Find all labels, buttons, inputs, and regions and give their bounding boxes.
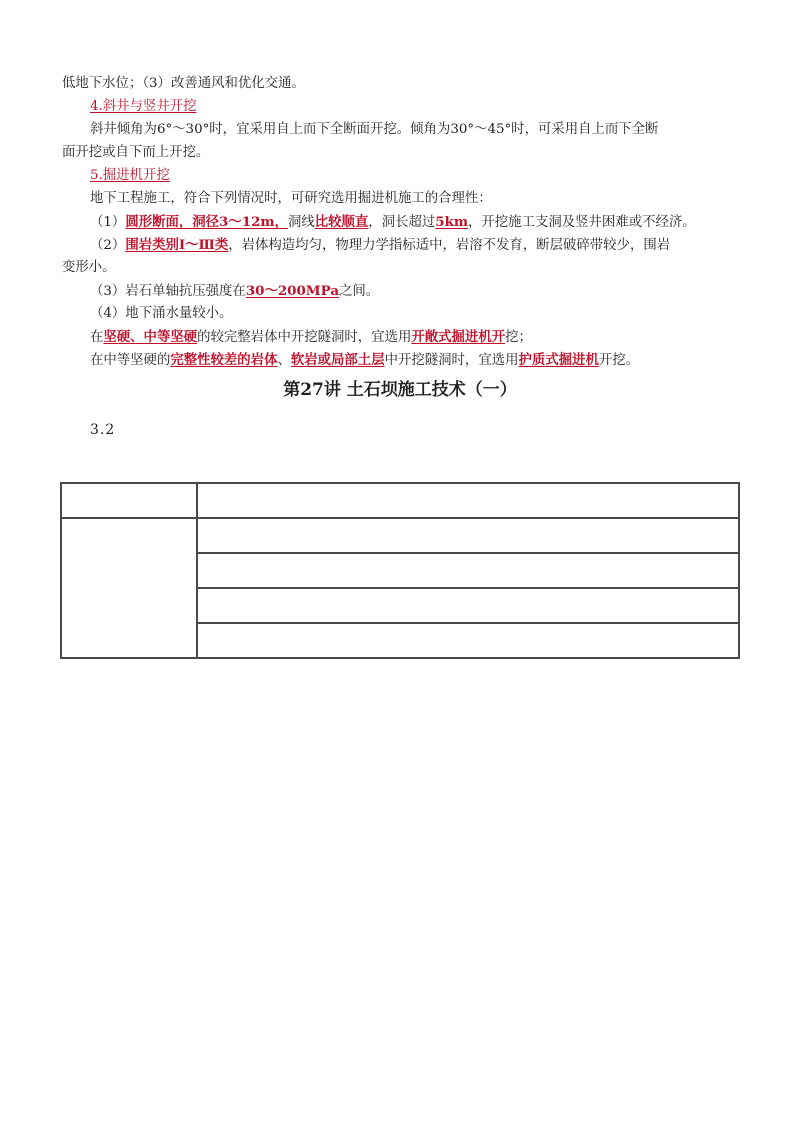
table-row — [61, 518, 739, 553]
text-line-1: 低地下水位；（3）改善通风和优化交通。 — [62, 76, 305, 91]
table-cell — [197, 553, 739, 588]
subheading-inclined-shaft: 4.斜井与竖井开挖 — [90, 99, 197, 114]
table-cell — [197, 588, 739, 623]
text-line-13: 在中等坚硬的完整性较差的岩体、软岩或局部土层中开挖隧洞时，宜选用护质式掘进机开挖。 — [90, 352, 640, 368]
section-number: 3.2 — [90, 422, 116, 438]
subheading-tbm: 5.掘进机开挖 — [90, 168, 170, 183]
text-line-11: （4）地下涌水量较小。 — [90, 306, 233, 321]
table-cell — [197, 518, 739, 553]
table-row — [61, 483, 739, 518]
text-line-7: （1）圆形断面，洞径3～12m，洞线比较顺直，洞长超过5km，开挖施工支洞及竖井困难或不经济。 — [90, 214, 696, 230]
text-line-3: 斜井倾角为6°～30°时，宜采用自上而下全断面开挖。倾角为30°～45°时，可采用自上而下全断 — [90, 122, 659, 137]
text-line-12: 在坚硬、中等坚硬的较完整岩体中开挖隧洞时，宜选用开敞式掘进机开挖； — [90, 329, 532, 345]
table-cell — [197, 483, 739, 518]
text-line-6: 地下工程施工，符合下列情况时，可研究选用掘进机施工的合理性： — [90, 191, 492, 206]
table-cell — [61, 518, 197, 658]
text-line-8: （2）围岩类别Ⅰ～Ⅲ类，岩体构造均匀，物理力学指标适中，岩溶不发育，断层破碎带较少，围岩 — [90, 237, 671, 253]
text-line-10: （3）岩石单轴抗压强度在30～200MPa之间。 — [90, 283, 380, 299]
lecture-heading: 第27讲 土石坝施工技术（一） — [283, 380, 517, 400]
text-line-4: 面开挖或自下而上开挖。 — [62, 145, 210, 160]
text-line-9: 变形小。 — [62, 260, 116, 275]
empty-table — [60, 482, 740, 659]
table-cell — [61, 483, 197, 518]
table-cell — [197, 623, 739, 658]
